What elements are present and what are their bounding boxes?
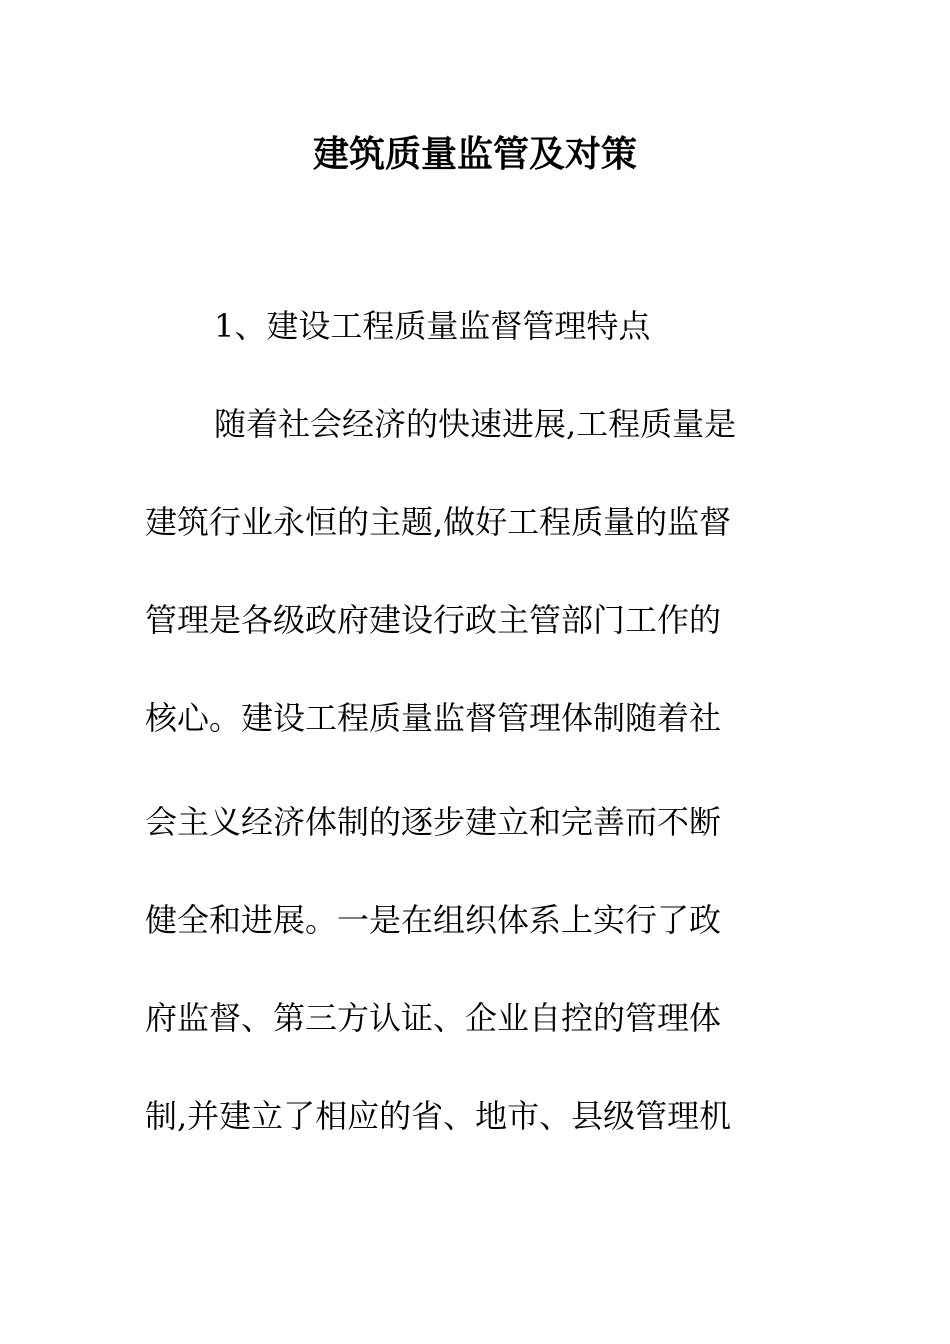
page-title: 建筑质量监管及对策 xyxy=(312,133,637,175)
paragraph-line: 建筑行业永恒的主题,做好工程质量的监督 xyxy=(145,503,732,541)
paragraph-line: 随着社会经济的快速进展,工程质量是 xyxy=(214,405,737,443)
paragraph-line: 健全和进展。一是在组织体系上实行了政 xyxy=(145,901,722,939)
paragraph-line: 制,并建立了相应的省、地市、县级管理机 xyxy=(145,1097,732,1135)
paragraph-line: 管理是各级政府建设行政主管部门工作的 xyxy=(145,601,722,639)
paragraph-line: 会主义经济体制的逐步建立和完善而不断 xyxy=(145,803,722,841)
section-heading: 1、建设工程质量监督管理特点 xyxy=(214,307,651,345)
paragraph-line: 核心。建设工程质量监督管理体制随着社 xyxy=(145,699,722,737)
paragraph-line: 府监督、第三方认证、企业自控的管理体 xyxy=(145,999,722,1037)
